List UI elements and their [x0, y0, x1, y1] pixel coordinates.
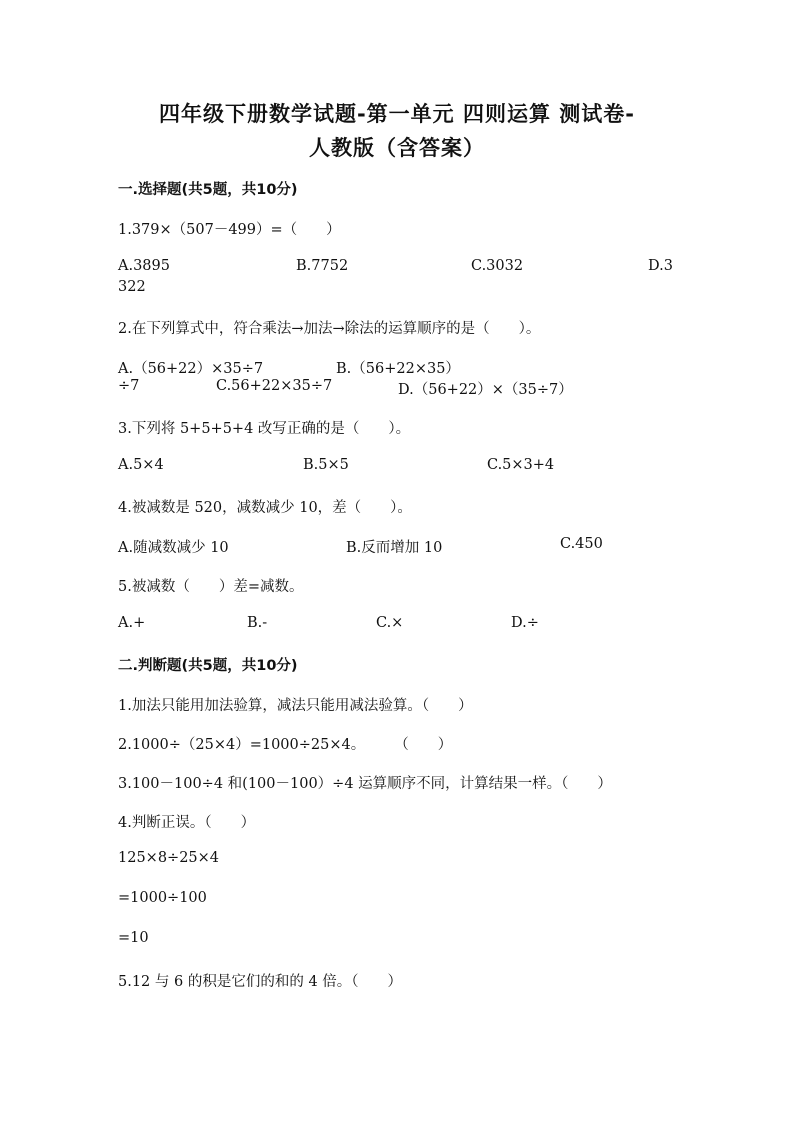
question-5-option-a: A.+	[118, 615, 146, 631]
question-5-option-d: D.÷	[511, 615, 539, 631]
page-title-line-1: 四年级下册数学试题-第一单元 四则运算 测试卷-	[158, 102, 636, 126]
question-1-option-a: A.3895	[118, 258, 170, 274]
section-heading-choice: 一.选择题(共5题，共10分)	[118, 182, 298, 198]
judgement-question-5: 5.12 与 6 的积是它们的和的 4 倍。（ ）	[118, 974, 403, 990]
question-3-option-a: A.5×4	[118, 457, 164, 473]
page-title-line-2: 人教版（含答案）	[309, 136, 485, 160]
question-2-option-b-wrap: ÷7	[118, 378, 140, 394]
question-2-option-d: D.（56+22）×（35÷7）	[398, 382, 573, 398]
question-5-option-b: B.-	[247, 615, 268, 631]
judgement-question-4-stem: 4.判断正误。（ ）	[118, 815, 256, 831]
question-2-option-b: B.（56+22×35）	[336, 361, 460, 377]
section-heading-judgement: 二.判断题(共5题，共10分)	[118, 658, 298, 674]
question-3-option-c: C.5×3+4	[487, 457, 555, 473]
judgement-question-2: 2.1000÷（25×4）=1000÷25×4。 （ ）	[118, 737, 453, 753]
question-1-option-b: B.7752	[296, 258, 349, 274]
judgement-question-4-step-3: =10	[118, 930, 149, 946]
question-2-stem: 2.在下列算式中，符合乘法→加法→除法的运算顺序的是（ ）。	[118, 321, 541, 337]
judgement-question-1: 1.加法只能用加法验算，减法只能用减法验算。（ ）	[118, 698, 473, 714]
judgement-question-4-step-2: =1000÷100	[118, 890, 207, 906]
judgement-question-3: 3.100－100÷4 和(100－100）÷4 运算顺序不同，计算结果一样。（ ）	[118, 776, 612, 792]
question-3-stem: 3.下列将 5+5+5+4 改写正确的是（ ）。	[118, 421, 411, 437]
question-5-option-c: C.×	[376, 615, 404, 631]
question-1-option-c: C.3032	[471, 258, 524, 274]
question-1-stem: 1.379×（507－499）=（ ）	[118, 222, 341, 238]
question-1-option-d-wrap: 322	[118, 279, 146, 295]
question-2-option-c: C.56+22×35÷7	[216, 378, 333, 394]
question-2-option-a: A.（56+22）×35÷7	[118, 361, 264, 377]
judgement-question-4-step-1: 125×8÷25×4	[118, 850, 220, 866]
question-4-option-b: B.反而增加 10	[346, 540, 443, 556]
question-4-option-a: A.随减数减少 10	[118, 540, 229, 556]
question-5-stem: 5.被减数（ ）差=减数。	[118, 579, 304, 595]
question-4-stem: 4.被减数是 520，减数减少 10，差（ ）。	[118, 500, 412, 516]
question-4-option-c: C.450	[560, 536, 603, 552]
question-3-option-b: B.5×5	[303, 457, 349, 473]
question-1-option-d: D.3	[648, 258, 673, 274]
